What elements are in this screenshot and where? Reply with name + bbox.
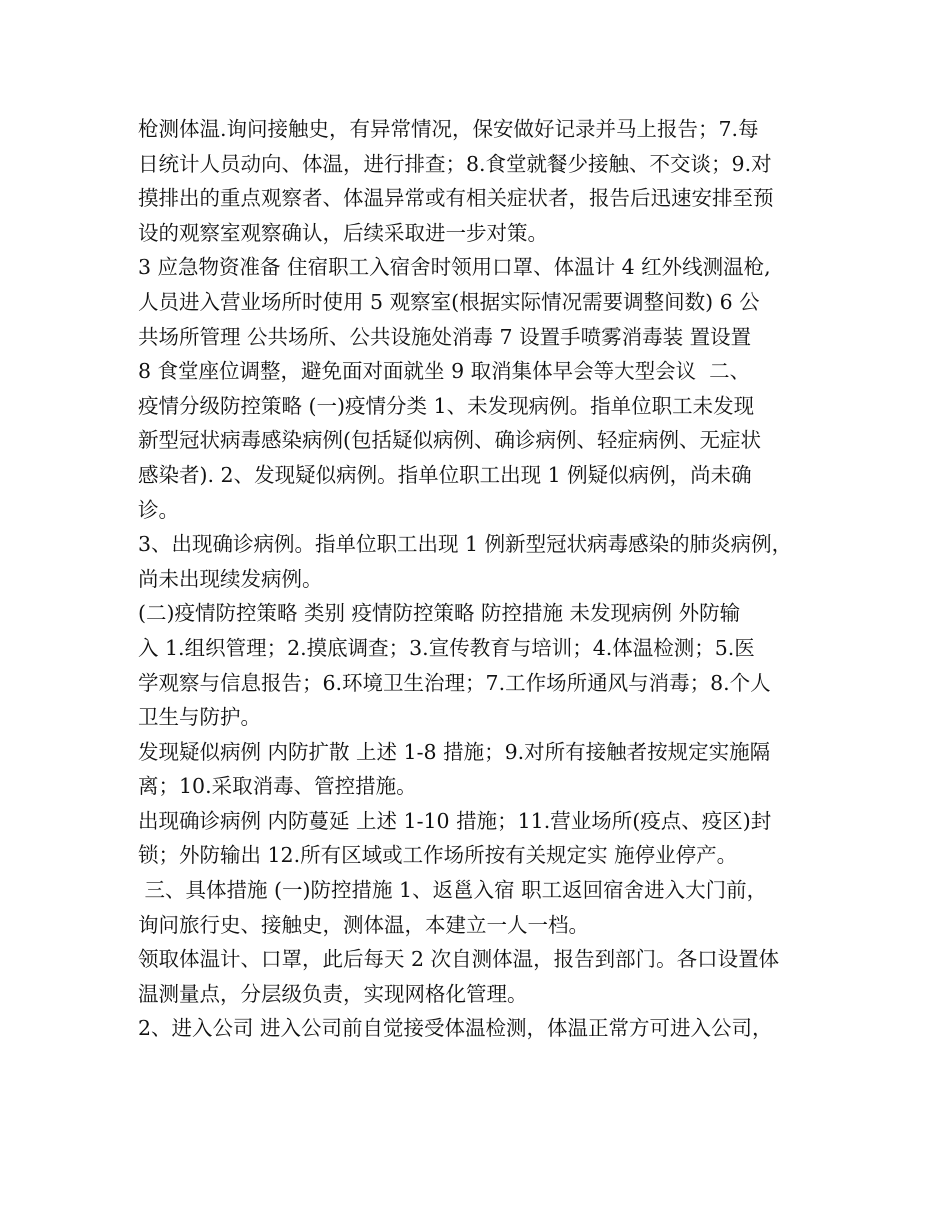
- text-line: 设的观察室观察确认，后续采取进一步对策。: [138, 220, 548, 245]
- text-line: 三、具体措施 (一)防控措施 1、返邕入宿 职工返回宿舍进入大门前，: [138, 878, 768, 903]
- text-line: 尚未出现续发病例。: [138, 566, 323, 591]
- text-line: 学观察与信息报告；6.环境卫生治理；7.工作场所通风与消毒；8.个人: [138, 670, 771, 695]
- text-line: 8 食堂座位调整，避免面对面就坐 9 取消集体早会等大型会议 二、: [138, 359, 751, 384]
- text-line: 新型冠状病毒感染病例(包括疑似病例、确诊病例、轻症病例、无症状: [138, 428, 761, 453]
- text-line: 入 1.组织管理；2.摸底调查；3.宣传教育与培训；4.体温检测；5.医: [138, 635, 755, 660]
- text-line: 3、出现确诊病例。指单位职工出现 1 例新型冠状病毒感染的肺炎病例，: [138, 532, 793, 557]
- text-line: 感染者). 2、发现疑似病例。指单位职工出现 1 例疑似病例，尚未确: [138, 462, 752, 487]
- text-line: 发现疑似病例 内防扩散 上述 1-8 措施；9.对所有接触者按规定实施隔: [138, 739, 771, 764]
- text-line: 疫情分级防控策略 (一)疫情分类 1、未发现病例。指单位职工未发现: [138, 393, 755, 418]
- text-line: (二)疫情防控策略 类别 疫情防控策略 防控措施 未发现病例 外防输: [138, 601, 741, 626]
- text-line: 离；10.采取消毒、管控措施。: [138, 774, 417, 799]
- text-line: 共场所管理 公共场所、公共设施处消毒 7 设置手喷雾消毒装 置设置: [138, 324, 752, 349]
- text-line: 2、进入公司 进入公司前自觉接受体温检测，体温正常方可进入公司，: [138, 1016, 773, 1041]
- text-line: 日统计人员动向、体温，进行排查；8.食堂就餐少接触、不交谈；9.对: [138, 151, 772, 176]
- text-line: 出现确诊病例 内防蔓延 上述 1-10 措施；11.营业场所(疫点、疫区)封: [138, 808, 772, 833]
- text-line: 人员进入营业场所时使用 5 观察室(根据实际情况需要调整间数) 6 公: [138, 289, 760, 314]
- document-body: [138, 112, 828, 1046]
- text-line: 询问旅行史、接触史，测体温，本建立一人一档。: [138, 912, 589, 937]
- text-line: 卫生与防护。: [138, 705, 261, 730]
- text-line: 摸排出的重点观察者、体温异常或有相关症状者，报告后迅速安排至预: [138, 186, 774, 211]
- text-line: 锁；外防输出 12.所有区域或工作场所按有关规定实 施停业停产。: [138, 843, 738, 868]
- text-line: 领取体温计、口罩，此后每天 2 次自测体温，报告到部门。各口设置体: [138, 947, 780, 972]
- text-line: 3 应急物资准备 住宿职工入宿舍时领用口罩、体温计 4 红外线测温枪,: [138, 255, 771, 280]
- text-line: 温测量点，分层级负责，实现网格化管理。: [138, 981, 528, 1006]
- text-line: 枪测体温.询问接触史，有异常情况，保安做好记录并马上报告；7.每: [138, 117, 759, 141]
- text-line: 诊。: [138, 497, 179, 522]
